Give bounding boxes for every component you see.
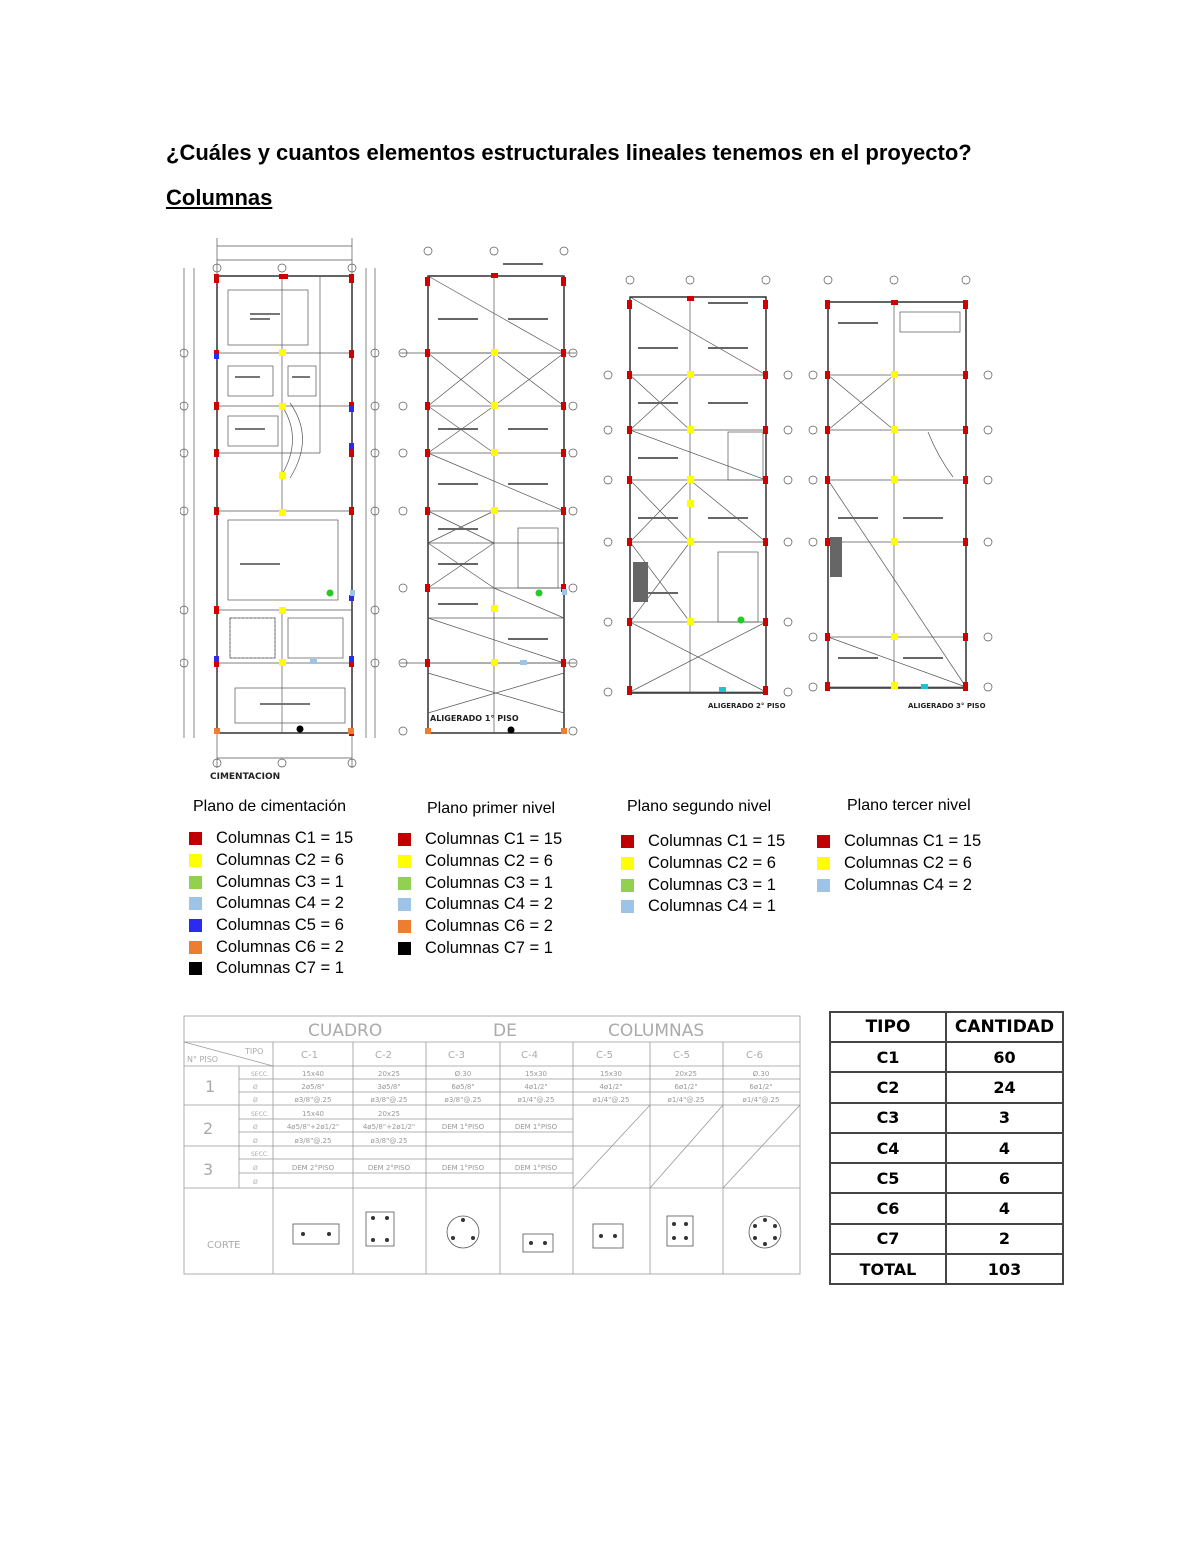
- color-swatch: [189, 897, 202, 910]
- cuadro-title-2: DE: [493, 1021, 517, 1041]
- cuadro-row-key: Ø: [253, 1138, 258, 1145]
- summary-tipo-cell: C2: [830, 1072, 946, 1102]
- cuadro-cell: 4ø1/2": [524, 1083, 548, 1091]
- summary-row: [830, 1224, 1063, 1254]
- summary-tipo-cell: C1: [830, 1042, 946, 1072]
- cuadro-row-key: Ø: [253, 1097, 258, 1104]
- legend-item: [398, 829, 562, 851]
- cuadro-type: C-3: [448, 1050, 465, 1061]
- cuadro-type: C-5: [673, 1050, 690, 1061]
- cuadro-row-key: SECC.: [251, 1111, 269, 1118]
- summary-header-tipo: TIPO: [830, 1012, 946, 1042]
- legend-item: [621, 831, 785, 853]
- cuadro-row-key: SECC.: [251, 1151, 269, 1158]
- plan-segundo-nivel-drawing: [598, 272, 798, 712]
- cuadro-row-key: Ø: [253, 1084, 258, 1091]
- cuadro-cell: DEM 2°PISO: [367, 1164, 411, 1172]
- plan-label-segundo-nivel: ALIGERADO 2° PISO: [708, 702, 786, 710]
- summary-table: [829, 1011, 1064, 1285]
- summary-tipo-cell: C7: [830, 1224, 946, 1254]
- summary-cantidad-cell: 6: [946, 1163, 1063, 1193]
- plan-cimentacion-drawing: [180, 238, 380, 783]
- color-swatch: [398, 877, 411, 890]
- legend-label: Columnas C3 = 1: [216, 872, 344, 891]
- color-swatch: [189, 854, 202, 867]
- caption-tercer-nivel: Plano tercer nivel: [847, 797, 971, 814]
- legend-item: [398, 916, 562, 938]
- color-swatch: [398, 898, 411, 911]
- cuadro-cell: 6ø1/2": [674, 1083, 698, 1091]
- plan-primer-nivel-drawing: [398, 243, 578, 753]
- summary-cantidad-cell: 4: [946, 1193, 1063, 1223]
- legend-label: Columnas C3 = 1: [425, 873, 553, 892]
- cuadro-cell: ø3/8"@.25: [370, 1137, 408, 1145]
- cuadro-floor: 1: [205, 1077, 216, 1096]
- legend-item: [189, 850, 353, 872]
- cuadro-cell: 20x25: [675, 1070, 697, 1078]
- cuadro-type: C-6: [746, 1050, 763, 1061]
- summary-tipo-cell: C6: [830, 1193, 946, 1223]
- legend-label: Columnas C1 = 15: [648, 832, 786, 851]
- legend-item: [817, 853, 981, 875]
- summary-cantidad-cell: 60: [946, 1042, 1063, 1072]
- color-swatch: [398, 855, 411, 868]
- cuadro-cell: 3ø5/8": [377, 1083, 401, 1091]
- color-swatch: [189, 941, 202, 954]
- legend-label: Columnas C7 = 1: [216, 959, 344, 978]
- legend-item: [398, 937, 562, 959]
- legend-label: Columnas C2 = 6: [648, 854, 776, 873]
- legend-item: [621, 896, 785, 918]
- cuadro-cell: 6ø1/2": [749, 1083, 773, 1091]
- color-swatch: [621, 835, 634, 848]
- cuadro-type: C-1: [301, 1050, 318, 1061]
- cuadro-cell: ø3/8"@.25: [294, 1137, 332, 1145]
- cuadro-cell: 6ø5/8": [451, 1083, 475, 1091]
- legend-label: Columnas C4 = 2: [425, 895, 553, 914]
- cuadro-cell: ø1/4"@.25: [742, 1096, 780, 1104]
- legend-label: Columnas C4 = 2: [844, 875, 972, 894]
- plan-label-tercer-nivel: ALIGERADO 3° PISO: [908, 702, 986, 710]
- legend-item: [621, 874, 785, 896]
- legend-item: [398, 851, 562, 873]
- cuadro-de-columnas: [183, 1012, 801, 1276]
- legend-label: Columnas C5 = 6: [216, 916, 344, 935]
- legend-label: Columnas C1 = 15: [216, 829, 354, 848]
- legend-item: [189, 871, 353, 893]
- summary-row: [830, 1072, 1063, 1102]
- cuadro-cell: 15x30: [600, 1070, 622, 1078]
- cuadro-cell: 4ø1/2": [599, 1083, 623, 1091]
- summary-row: [830, 1163, 1063, 1193]
- cuadro-cell: Ø.30: [454, 1070, 472, 1078]
- summary-row: [830, 1133, 1063, 1163]
- summary-cantidad-cell: 3: [946, 1103, 1063, 1133]
- cuadro-cell: Ø.30: [752, 1070, 770, 1078]
- legend-label: Columnas C6 = 2: [216, 937, 344, 956]
- cuadro-corte-label: CORTE: [207, 1240, 241, 1251]
- cuadro-cell: ø1/4"@.25: [517, 1096, 555, 1104]
- cuadro-row-key: SECC.: [251, 1071, 269, 1078]
- legend-item: [189, 958, 353, 980]
- color-swatch: [817, 879, 830, 892]
- color-swatch: [817, 835, 830, 848]
- cuadro-row-key: Ø: [253, 1179, 258, 1186]
- summary-tipo-cell: C4: [830, 1133, 946, 1163]
- cuadro-cell: DEM 1°PISO: [514, 1123, 558, 1131]
- color-swatch: [398, 942, 411, 955]
- legend-label: Columnas C4 = 1: [648, 897, 776, 916]
- legend-cimentacion: [189, 828, 353, 980]
- color-swatch: [189, 876, 202, 889]
- cuadro-cell: 15x30: [525, 1070, 547, 1078]
- color-swatch: [621, 857, 634, 870]
- summary-row: [830, 1254, 1063, 1284]
- legend-label: Columnas C2 = 6: [844, 854, 972, 873]
- legend-item: [817, 831, 981, 853]
- legend-label: Columnas C2 = 6: [216, 851, 344, 870]
- summary-tipo-cell: C3: [830, 1103, 946, 1133]
- cuadro-cell: ø3/8"@.25: [444, 1096, 482, 1104]
- color-swatch: [189, 962, 202, 975]
- cuadro-cell: 20x25: [378, 1110, 400, 1118]
- cuadro-cell: 15x40: [302, 1070, 324, 1078]
- section-heading: Columnas: [166, 185, 273, 210]
- legend-label: Columnas C3 = 1: [648, 875, 776, 894]
- legend-label: Columnas C7 = 1: [425, 938, 553, 957]
- cuadro-cell: ø1/4"@.25: [667, 1096, 705, 1104]
- cuadro-floor: 3: [203, 1160, 214, 1179]
- cuadro-type: C-5: [596, 1050, 613, 1061]
- legend-item: [621, 853, 785, 875]
- summary-tipo-cell: TOTAL: [830, 1254, 946, 1284]
- legend-primer-nivel: [398, 829, 562, 959]
- cuadro-cell: 4ø5/8"+2ø1/2": [286, 1123, 340, 1131]
- page-title: ¿Cuáles y cuantos elementos estructurales lineales tenemos en el proyecto?: [166, 140, 972, 165]
- legend-tercer-nivel: [817, 831, 981, 896]
- summary-cantidad-cell: 103: [946, 1254, 1063, 1284]
- cuadro-type: C-4: [521, 1050, 538, 1061]
- summary-header-cantidad: CANTIDAD: [946, 1012, 1063, 1042]
- cuadro-cell: ø3/8"@.25: [370, 1096, 408, 1104]
- legend-segundo-nivel: [621, 831, 785, 918]
- cuadro-floor: 2: [203, 1119, 214, 1138]
- caption-primer-nivel: Plano primer nivel: [427, 800, 556, 817]
- cuadro-title-3: COLUMNAS: [608, 1021, 705, 1041]
- cuadro-cell: DEM 1°PISO: [441, 1164, 485, 1172]
- cuadro-cell: 4ø5/8"+2ø1/2": [362, 1123, 416, 1131]
- legend-label: Columnas C6 = 2: [425, 917, 553, 936]
- cuadro-cell: ø1/4"@.25: [592, 1096, 630, 1104]
- legend-item: [817, 874, 981, 896]
- caption-segundo-nivel: Plano segundo nivel: [627, 798, 772, 815]
- plan-label-primer-nivel: ALIGERADO 1° PISO: [430, 714, 519, 723]
- cuadro-row-key: Ø: [253, 1124, 258, 1131]
- legend-label: Columnas C1 = 15: [425, 830, 563, 849]
- summary-cantidad-cell: 2: [946, 1224, 1063, 1254]
- cuadro-cell: 15x40: [302, 1110, 324, 1118]
- color-swatch: [398, 833, 411, 846]
- color-swatch: [398, 920, 411, 933]
- caption-cimentacion: Plano de cimentación: [193, 798, 346, 815]
- summary-row: [830, 1103, 1063, 1133]
- color-swatch: [621, 879, 634, 892]
- legend-item: [398, 894, 562, 916]
- color-swatch: [189, 919, 202, 932]
- plan-tercer-nivel-drawing: [808, 272, 998, 712]
- legend-item: [189, 828, 353, 850]
- summary-tipo-cell: C5: [830, 1163, 946, 1193]
- legend-label: Columnas C4 = 2: [216, 894, 344, 913]
- summary-row: [830, 1193, 1063, 1223]
- cuadro-cell: 2ø5/8": [301, 1083, 325, 1091]
- legend-item: [398, 872, 562, 894]
- color-swatch: [817, 857, 830, 870]
- cuadro-cell: 20x25: [378, 1070, 400, 1078]
- cuadro-title-1: CUADRO: [308, 1021, 383, 1041]
- legend-label: Columnas C1 = 15: [844, 832, 982, 851]
- plan-label-cimentacion: CIMENTACION: [210, 772, 281, 782]
- cuadro-tipo-label: TIPO: [245, 1047, 264, 1056]
- cuadro-type: C-2: [375, 1050, 392, 1061]
- cuadro-row-key: Ø: [253, 1165, 258, 1172]
- color-swatch: [189, 832, 202, 845]
- summary-cantidad-cell: 24: [946, 1072, 1063, 1102]
- cuadro-cell: DEM 2°PISO: [291, 1164, 335, 1172]
- cuadro-piso-label: N° PISO: [187, 1055, 219, 1064]
- legend-item: [189, 915, 353, 937]
- color-swatch: [621, 900, 634, 913]
- cuadro-cell: DEM 1°PISO: [441, 1123, 485, 1131]
- legend-item: [189, 893, 353, 915]
- summary-row: [830, 1042, 1063, 1072]
- cuadro-cell: ø3/8"@.25: [294, 1096, 332, 1104]
- summary-cantidad-cell: 4: [946, 1133, 1063, 1163]
- cuadro-cell: DEM 1°PISO: [514, 1164, 558, 1172]
- legend-label: Columnas C2 = 6: [425, 852, 553, 871]
- legend-item: [189, 936, 353, 958]
